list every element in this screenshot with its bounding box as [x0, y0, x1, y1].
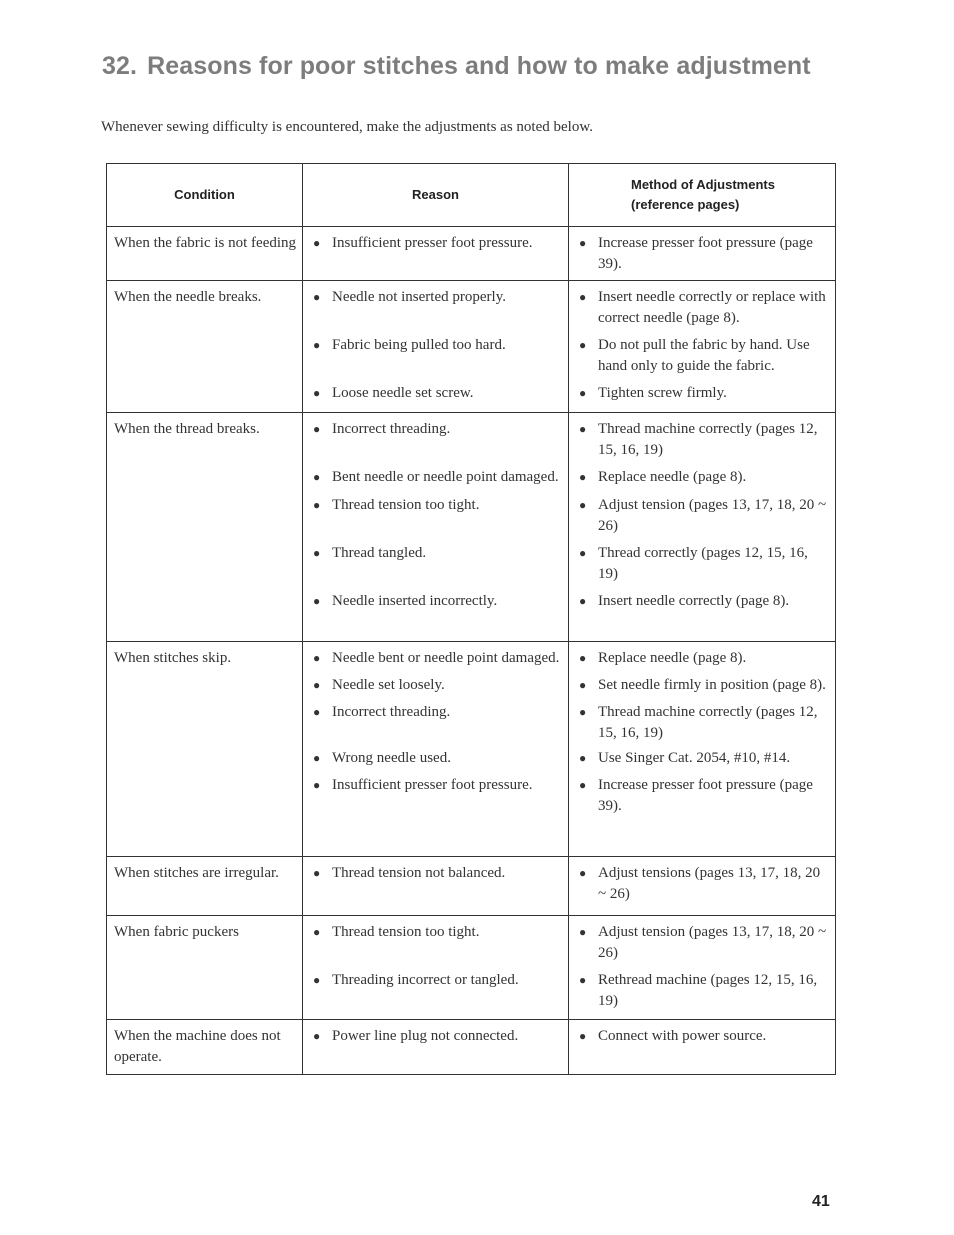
table-row	[107, 1020, 836, 1075]
method-item	[576, 743, 830, 769]
bullet-icon: ●	[579, 866, 587, 880]
method-item-text: Replace needle (page 8).	[598, 469, 747, 485]
method-item	[576, 328, 830, 376]
bullet-icon: ●	[579, 498, 587, 512]
bullet-icon: ●	[579, 705, 587, 719]
method-item	[576, 696, 830, 743]
reason-cell	[303, 916, 569, 1020]
condition-cell: When stitches skip.	[107, 642, 303, 857]
reason-item	[310, 696, 563, 743]
method-item	[576, 648, 830, 669]
table-row	[107, 857, 836, 916]
condition-cell: When the needle breaks.	[107, 281, 303, 413]
reason-cell	[303, 281, 569, 413]
intro-text: Whenever sewing difficulty is encountered, make the adjustments as noted below.	[101, 119, 593, 135]
bullet-icon: ●	[579, 1029, 587, 1043]
method-item	[576, 419, 830, 460]
table-row	[107, 916, 836, 1020]
bullet-icon: ●	[579, 594, 587, 608]
reason-item	[310, 488, 563, 536]
header-reason: Reason	[303, 164, 569, 227]
reason-item-text: Incorrect threading.	[332, 421, 451, 437]
bullet-icon: ●	[579, 470, 587, 484]
bullet-icon: ●	[579, 925, 587, 939]
bullet-icon: ●	[579, 751, 587, 765]
bullet-icon: ●	[579, 422, 587, 436]
bullet-icon: ●	[313, 546, 321, 560]
method-item	[576, 863, 830, 904]
reason-item-text: Insufficient presser foot pressure.	[332, 777, 533, 793]
reason-item	[310, 233, 563, 274]
bullet-icon: ●	[579, 778, 587, 792]
bullet-icon: ●	[313, 1029, 321, 1043]
reason-cell	[303, 1020, 569, 1075]
bullet-icon: ●	[313, 422, 321, 436]
reason-item-text: Thread tension not balanced.	[332, 865, 506, 881]
reason-item	[310, 460, 563, 488]
bullet-icon: ●	[313, 751, 321, 765]
method-item	[576, 963, 830, 1011]
method-item-text: Thread correctly (pages 12, 15, 16, 19)	[598, 545, 808, 582]
table-row	[107, 281, 836, 413]
method-item-text: Use Singer Cat. 2054, #10, #14.	[598, 750, 791, 766]
condition-cell: When stitches are irregular.	[107, 857, 303, 916]
method-item-text: Adjust tension (pages 13, 17, 18, 20 ~ 26)	[598, 497, 827, 534]
method-cell	[569, 857, 836, 916]
bullet-icon: ●	[313, 973, 321, 987]
method-item-text: Tighten screw firmly.	[598, 385, 727, 401]
condition-cell: When the fabric is not feeding	[107, 227, 303, 281]
table-body	[107, 227, 836, 1075]
reason-item	[310, 669, 563, 696]
reason-item-text: Fabric being pulled too hard.	[332, 337, 506, 353]
bullet-icon: ●	[579, 651, 587, 665]
reason-item	[310, 1026, 563, 1047]
bullet-icon: ●	[313, 778, 321, 792]
reason-item-text: Needle not inserted properly.	[332, 289, 506, 305]
method-item-text: Increase presser foot pressure (page 39).	[598, 777, 813, 814]
reason-item-text: Wrong needle used.	[332, 750, 451, 766]
method-item	[576, 584, 830, 612]
reason-cell	[303, 227, 569, 281]
reason-cell	[303, 413, 569, 642]
reason-item	[310, 922, 563, 963]
condition-cell: When the machine does not operate.	[107, 1020, 303, 1075]
method-cell	[569, 281, 836, 413]
reason-item-text: Thread tension too tight.	[332, 497, 480, 513]
reason-item	[310, 743, 563, 769]
reason-item	[310, 287, 563, 328]
reason-item	[310, 648, 563, 669]
method-cell	[569, 413, 836, 642]
table-row	[107, 642, 836, 857]
reason-item	[310, 863, 563, 904]
reason-item	[310, 963, 563, 1011]
method-cell	[569, 1020, 836, 1075]
method-item	[576, 536, 830, 584]
method-cell	[569, 916, 836, 1020]
header-method-subtitle: (reference pages)	[631, 197, 740, 212]
method-item-text: Rethread machine (pages 12, 15, 16, 19)	[598, 972, 818, 1009]
method-item-text: Thread machine correctly (pages 12, 15, 16, 19)	[598, 421, 818, 458]
bullet-icon: ●	[579, 386, 587, 400]
reason-item-text: Thread tension too tight.	[332, 924, 480, 940]
method-cell	[569, 642, 836, 857]
condition-cell: When fabric puckers	[107, 916, 303, 1020]
reason-item-text: Needle set loosely.	[332, 677, 445, 693]
header-method	[569, 164, 836, 227]
method-item-text: Thread machine correctly (pages 12, 15, 16, 19)	[598, 704, 818, 741]
reason-item-text: Incorrect threading.	[332, 704, 451, 720]
method-item	[576, 769, 830, 816]
reason-item	[310, 328, 563, 376]
reason-item-text: Insufficient presser foot pressure.	[332, 235, 533, 251]
method-item-text: Set needle firmly in position (page 8).	[598, 677, 826, 693]
section-number: 32.	[102, 52, 138, 80]
reason-item-text: Thread tangled.	[332, 545, 427, 561]
method-cell	[569, 227, 836, 281]
bullet-icon: ●	[313, 290, 321, 304]
bullet-icon: ●	[313, 498, 321, 512]
bullet-icon: ●	[313, 678, 321, 692]
reason-cell	[303, 642, 569, 857]
method-item	[576, 488, 830, 536]
section-title	[102, 52, 811, 81]
table-row	[107, 413, 836, 642]
method-item-text: Adjust tension (pages 13, 17, 18, 20 ~ 26)	[598, 924, 827, 961]
troubleshooting-table	[106, 163, 836, 1075]
reason-item-text: Loose needle set screw.	[332, 385, 474, 401]
method-item-text: Do not pull the fabric by hand. Use hand only to guide the fabric.	[598, 337, 810, 374]
method-item	[576, 287, 830, 328]
reason-item-text: Needle bent or needle point damaged.	[332, 650, 560, 666]
bullet-icon: ●	[313, 651, 321, 665]
method-item	[576, 376, 830, 404]
reason-cell	[303, 857, 569, 916]
bullet-icon: ●	[579, 546, 587, 560]
reason-item	[310, 419, 563, 460]
section-title-text: Reasons for poor stitches and how to make adjustment	[147, 52, 811, 80]
page-number: 41	[812, 1193, 830, 1210]
bullet-icon: ●	[579, 338, 587, 352]
table-header-row	[107, 164, 836, 227]
bullet-icon: ●	[313, 925, 321, 939]
bullet-icon: ●	[579, 236, 587, 250]
reason-item	[310, 376, 563, 404]
method-item-text: Connect with power source.	[598, 1028, 767, 1044]
reason-item-text: Needle inserted incorrectly.	[332, 593, 498, 609]
bullet-icon: ●	[313, 705, 321, 719]
method-item-text: Adjust tensions (pages 13, 17, 18, 20 ~ 26)	[598, 865, 821, 902]
method-item	[576, 922, 830, 963]
header-condition: Condition	[107, 164, 303, 227]
bullet-icon: ●	[313, 236, 321, 250]
bullet-icon: ●	[313, 866, 321, 880]
condition-cell: When the thread breaks.	[107, 413, 303, 642]
bullet-icon: ●	[579, 973, 587, 987]
method-item	[576, 460, 830, 488]
bullet-icon: ●	[313, 386, 321, 400]
reason-item	[310, 769, 563, 816]
method-item-text: Insert needle correctly (page 8).	[598, 593, 790, 609]
bullet-icon: ●	[313, 594, 321, 608]
reason-item	[310, 584, 563, 612]
method-item-text: Replace needle (page 8).	[598, 650, 747, 666]
header-method-title: Method of Adjustments	[631, 177, 775, 192]
method-item	[576, 233, 830, 274]
method-item	[576, 1026, 830, 1047]
table-row	[107, 227, 836, 281]
bullet-icon: ●	[579, 678, 587, 692]
bullet-icon: ●	[579, 290, 587, 304]
reason-item-text: Power line plug not connected.	[332, 1028, 519, 1044]
method-item	[576, 669, 830, 696]
bullet-icon: ●	[313, 338, 321, 352]
reason-item-text: Bent needle or needle point damaged.	[332, 469, 559, 485]
reason-item	[310, 536, 563, 584]
method-item-text: Insert needle correctly or replace with correct needle (page 8).	[598, 289, 826, 326]
method-item-text: Increase presser foot pressure (page 39).	[598, 235, 813, 272]
reason-item-text: Threading incorrect or tangled.	[332, 972, 519, 988]
bullet-icon: ●	[313, 470, 321, 484]
